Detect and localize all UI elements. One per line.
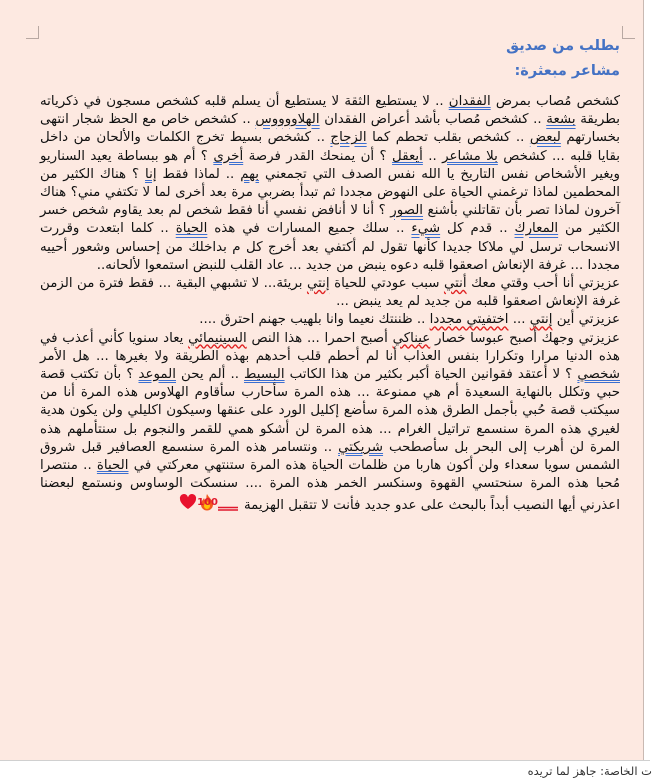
paragraph bbox=[40, 275, 620, 311]
text-run: عزيزتي وجهك أصبح عبوسا خصار bbox=[430, 330, 620, 346]
grammar-flag[interactable]: أخرى bbox=[213, 148, 244, 164]
paragraph bbox=[40, 330, 620, 518]
text-run: ؟ أن يمنحك القدر فرصة bbox=[243, 148, 393, 164]
hundred-points-icon bbox=[196, 493, 239, 517]
svg-text:100: 100 bbox=[196, 497, 218, 509]
spelling-flag[interactable]: عيناكي bbox=[392, 330, 431, 346]
grammar-flag[interactable]: بشعة bbox=[546, 112, 576, 128]
margin-corner-mark bbox=[622, 26, 635, 39]
paragraph bbox=[40, 311, 620, 329]
text-run: .. سلك جميع المسارات في هذه bbox=[207, 221, 412, 237]
spelling-flag[interactable]: إنتي bbox=[529, 312, 553, 328]
text-run: .. منتصرا مُحبا هذه المرة سنحتسي القهوة وسنكسر الخمر هذه المرة .... سنسكت الوساوس ونستمع لبعضنا اعذرني أيها النصيب أبداً بالبحث على عدو جديد فأنت لا تتقبل الهزيمة bbox=[40, 458, 620, 514]
spelling-flag[interactable]: السينيمائي bbox=[188, 330, 247, 346]
spelling-flag[interactable]: إنتي bbox=[306, 276, 330, 292]
text-run: .. bbox=[422, 148, 443, 164]
grammar-flag[interactable]: بهم bbox=[240, 166, 260, 182]
text-run: ؟ هناك الكثير من المحطمين لماذا ترغمني الحياة على النهوض مجددا ثم تبدأ بضربي مرة بعد أخرى لما لا تكتفي مني؟ هناك آخرون لماذا تصر بأن تقاتلني بأشنع bbox=[40, 166, 620, 219]
text-run: سبب عودتي للحياة bbox=[329, 276, 444, 292]
text-run: ؟ أنا لا أنافض نفسي أنا فقط شخص لم بعد يقاوم شخص خسر الكثير من bbox=[40, 203, 620, 237]
text-run: .. ونتسامر هذه المرة سنسمع العصافير قبل شروق الشمس سويا سعداء ولن أكون هاربا من ظلمات الحياة هذه المرة ستنتهي معركتي في bbox=[40, 439, 620, 474]
text-run: .. كشخص مُصاب بأشد أعراض الفقدان bbox=[319, 112, 547, 128]
grammar-flag[interactable]: الصور bbox=[390, 203, 424, 219]
margin-corner-mark bbox=[26, 26, 39, 39]
text-run: ؟ لا أعتقد فقوانين الحياة أكبر بكثير من هذا الكاتب bbox=[284, 367, 578, 383]
emoji-group bbox=[178, 499, 240, 514]
grammar-flag[interactable]: شخصي bbox=[577, 367, 620, 383]
text-run: عزيزتي أنا أحب وقتي معك bbox=[466, 276, 620, 292]
grammar-flag[interactable]: بلا مشاعر bbox=[442, 148, 498, 164]
text-run: ؟ أم هو ببساطة يعيد السناريو ويغير الأشخاص نفس التاريخ يا الله نفس الصدف التي تجمعني bbox=[40, 148, 620, 182]
text-run: ... bbox=[508, 312, 530, 328]
grammar-flag[interactable]: إنا bbox=[145, 166, 157, 182]
text-run: .. ظننتك نعيما وانا بلهيب جهنم احترق .... bbox=[199, 312, 430, 328]
grammar-flag[interactable]: البسيط bbox=[244, 367, 285, 383]
grammar-flag[interactable]: الهلاووووس bbox=[255, 112, 320, 128]
text-run: .. لماذا فقط bbox=[156, 166, 241, 182]
grammar-flag[interactable]: شريكتي bbox=[338, 439, 384, 455]
grammar-flag[interactable]: الزجاج bbox=[330, 130, 367, 146]
spelling-flag[interactable]: اختفيتي مجددا bbox=[429, 312, 509, 328]
status-bar bbox=[0, 760, 650, 782]
document-title: بطلب من صديق bbox=[506, 38, 620, 54]
grammar-flag[interactable]: الفقدان bbox=[448, 94, 491, 109]
document-subtitle: مشاعر مبعثرة: bbox=[514, 63, 620, 79]
red-heart-icon bbox=[179, 494, 197, 516]
text-run: كشخص مُصاب بمرض bbox=[490, 94, 620, 109]
text-run: يعاد سنويا كأني أعذب في هذه الدنيا مرارا وتكرارا بنفس العذاب أنا لم أحطم قلب أحدهم بهذه الطريقة ولا بغيرها ... هل الأمر bbox=[40, 330, 620, 364]
text-run: .. قدم كل bbox=[440, 221, 515, 237]
status-text: ت الخاصة: جاهز لما تريده bbox=[527, 764, 652, 778]
grammar-flag[interactable]: الحياة bbox=[96, 458, 129, 474]
text-run: .. لا يستطيع الثقة لا يستطيع أن يسلم قلبه كشخص مسجون في ذكرياته بطريقة bbox=[40, 94, 620, 128]
grammar-flag[interactable]: الحياة bbox=[175, 221, 208, 237]
text-run: .. كشخص بقلب تحطم كما bbox=[366, 130, 530, 146]
text-run: بريئة... لا تشبهي البقية ... فقط فترة من الزمن غرفة الإنعاش اصعقوا قلبه من جديد لم يعد ينبض ... bbox=[40, 276, 620, 310]
spelling-flag[interactable]: أنتي bbox=[443, 276, 467, 292]
grammar-flag[interactable]: الموعد bbox=[138, 367, 176, 383]
text-run: أصبح احمرا ... هذا النص bbox=[246, 330, 393, 346]
text-run: .. كشخص بسيط تخرج الكلمات والألحان من داخل بقايا قلبه ... كشخص bbox=[40, 130, 620, 164]
text-run: .. كلما ابتعدت وقررت الانسحاب ترسل لي ملاكا جديدا كأنها تقول لم أكتفي بعد أخرج كل م بداخلك من إحساس وشعور أحييه مجددا ... غرفة الإنعاش اصعقوا قلبه دعوه ينبض من جديد ... عاد القلب للنبض استمعوا لألحانه.. bbox=[40, 221, 620, 273]
grammar-flag[interactable]: لبعض bbox=[529, 130, 561, 146]
text-run: عزيزتي أين bbox=[552, 312, 620, 328]
text-run: ؟ بأن تكتب قصة حبي وتكلل بالنهاية السعيدة أم هي ممنوعة ... هذه المرة سأحارب سأقاوم الهلاوس هذه المرة أنا من سيكتب قصة حُبي بأجمل الطرق هذه المرة سأضع إكليل الورد على عنقها وسيكون اكليلي ولن يكون هدية لغيري هذه المرة سنسمع تراتيل الغرام ... هذه المرة لن أشكو همي للقمر والنجوم بل سنتأملهم هذه المرة لن أهرب إلى البحر بل سأصطحب bbox=[40, 367, 620, 455]
document-content[interactable] bbox=[40, 34, 620, 518]
grammar-flag[interactable]: أيعقل bbox=[392, 148, 423, 164]
text-run: .. ألم يحن bbox=[175, 367, 245, 383]
text-run: .. كشخص خاص مع الحظ شجار انتهى بخسارتهم bbox=[40, 112, 620, 146]
grammar-flag[interactable]: شيء bbox=[411, 221, 441, 237]
grammar-flag[interactable]: المعارك bbox=[514, 221, 559, 237]
paragraph bbox=[40, 93, 620, 275]
